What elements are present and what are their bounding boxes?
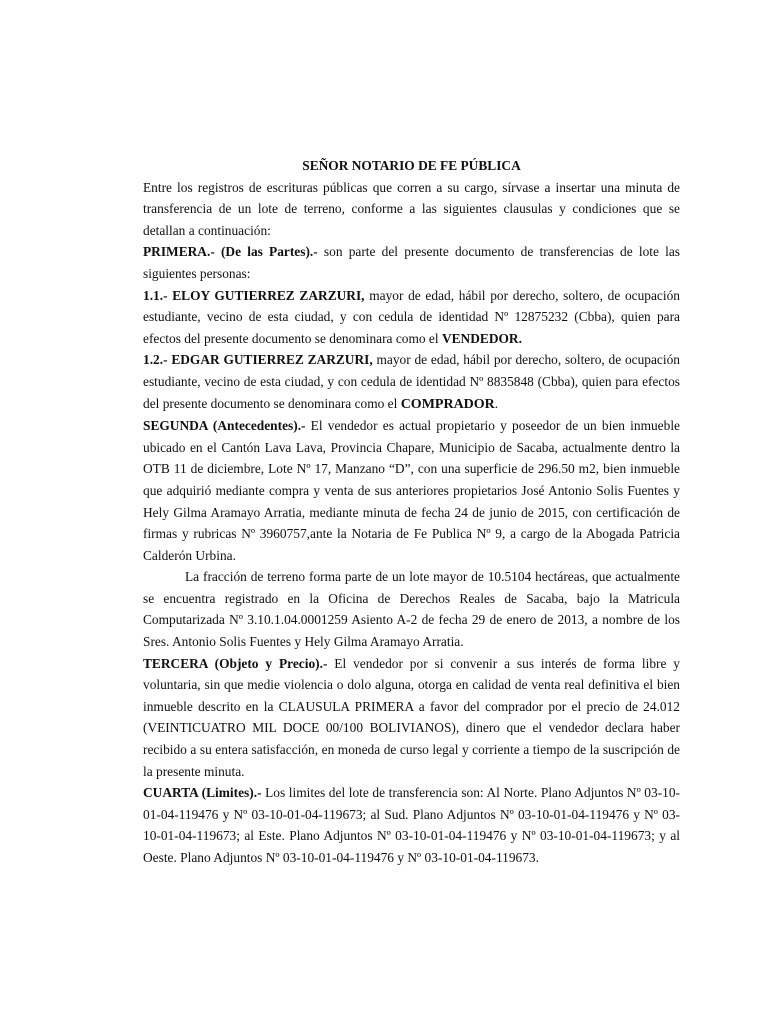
party-2-end: . <box>494 395 499 411</box>
party-2-role: COMPRADOR <box>400 396 495 412</box>
clause-primera-text: son parte del presente documento de transferencias de lote las siguientes personas: <box>143 244 680 281</box>
clause-tercera-heading: TERCERA (Objeto y Precio).- <box>143 655 328 671</box>
party-2-text: mayor de edad, hábil por derecho, soltero, de ocupación estudiante, vecino de esta ciudad, y con cedula de identidad Nº 8835848 (Cbba), quien para efectos del presente documento se denominara como el <box>143 352 680 411</box>
intro-paragraph: Entre los registros de escrituras públicas que corren a su cargo, sírvase a insertar una minuta de transferencia de un lote de terreno, conforme a las siguientes clausulas y condiciones que se detallan a continuación: <box>143 179 680 238</box>
fraccion-paragraph: La fracción de terreno forma parte de un lote mayor de 10.5104 hectáreas, que actualmente se encuentra registrado en la Oficina de Derechos Reales de Sacaba, bajo la Matricula Computarizada Nº 3.10.1.04.0001259 Asiento A-2 de fecha 29 de enero de 2013, a nombre de los Sres. Antonio Solis Fuentes y Hely Gilma Aramayo Arratia. <box>143 569 680 650</box>
clause-tercera <box>143 653 680 783</box>
party-2-heading: 1.2.- EDGAR GUTIERREZ ZARZURI, <box>143 352 373 368</box>
clause-primera <box>143 241 680 284</box>
clause-primera-heading: PRIMERA.- (De las Partes).- <box>143 244 318 260</box>
clause-segunda-heading: SEGUNDA (Antecedentes).- <box>143 418 306 434</box>
party-1-heading: 1.1.- ELOY GUTIERREZ ZARZURI, <box>143 287 365 303</box>
party-1-role: VENDEDOR. <box>441 330 522 346</box>
clause-tercera-text: El vendedor por si convenir a sus interés de forma libre y voluntaria, sin que medie violencia o dolo alguna, otorga en calidad de venta real definitiva el bien inmueble descrito en la CLAUSULA PRIMERA a favor del comprador por el precio de 24.012 (VEINTICUATRO MIL DOCE 00/100 BOLIVIANOS), dinero que el vendedor declara haber recibido a su entera satisfacción, en moneda de curso legal y corriente a tiempo de la suscripción de la presente minuta. <box>143 655 680 779</box>
clause-cuarta-text: Los limites del lote de transferencia son: Al Norte. Plano Adjuntos Nº 03-10-01-04-119476 y Nº 03-10-01-04-119673; al Sud. Plano Adjuntos Nº 03-10-01-04-119476 y Nº 03-10-01-04-119673; al Este. Plano Adjuntos Nº 03-10-01-04-119476 y Nº 03-10-01-04-119673; y al Oeste. Plano Adjuntos Nº 03-10-01-04-119476 y Nº 03-10-01-04-119673. <box>143 785 681 865</box>
clause-cuarta <box>143 782 680 868</box>
clause-segunda <box>143 415 680 566</box>
clause-cuarta-heading: CUARTA (Limites).- <box>143 785 262 801</box>
party-1-text: mayor de edad, hábil por derecho, soltero, de ocupación estudiante, vecino de esta ciudad, y con cedula de identidad Nº 12875232 (Cbba), quien para efectos del presente documento se denominara como el <box>143 287 680 346</box>
clause-segunda-text: El vendedor es actual propietario y poseedor de un bien inmueble ubicado en el Cantón Lava Lava, Provincia Chapare, Municipio de Sacaba, actualmente dentro la OTB 11 de diciembre, Lote Nº 17, Manzano “D”, con una superficie de 296.50 m2, bien inmueble que adquirió mediante compra y venta de sus anteriores propietarios José Antonio Solis Fuentes y Hely Gilma Aramayo Arratia, mediante minuta de fecha 24 de junio de 2015, con certificación de firmas y rubricas Nº 3960757,ante la Notaria de Fe Publica Nº 9, a cargo de la Abogada Patricia Calderón Urbina. <box>143 418 680 563</box>
party-1-paragraph <box>143 285 680 350</box>
party-2-paragraph <box>143 349 680 415</box>
document-title: SEÑOR NOTARIO DE FE PÚBLICA <box>302 158 521 173</box>
